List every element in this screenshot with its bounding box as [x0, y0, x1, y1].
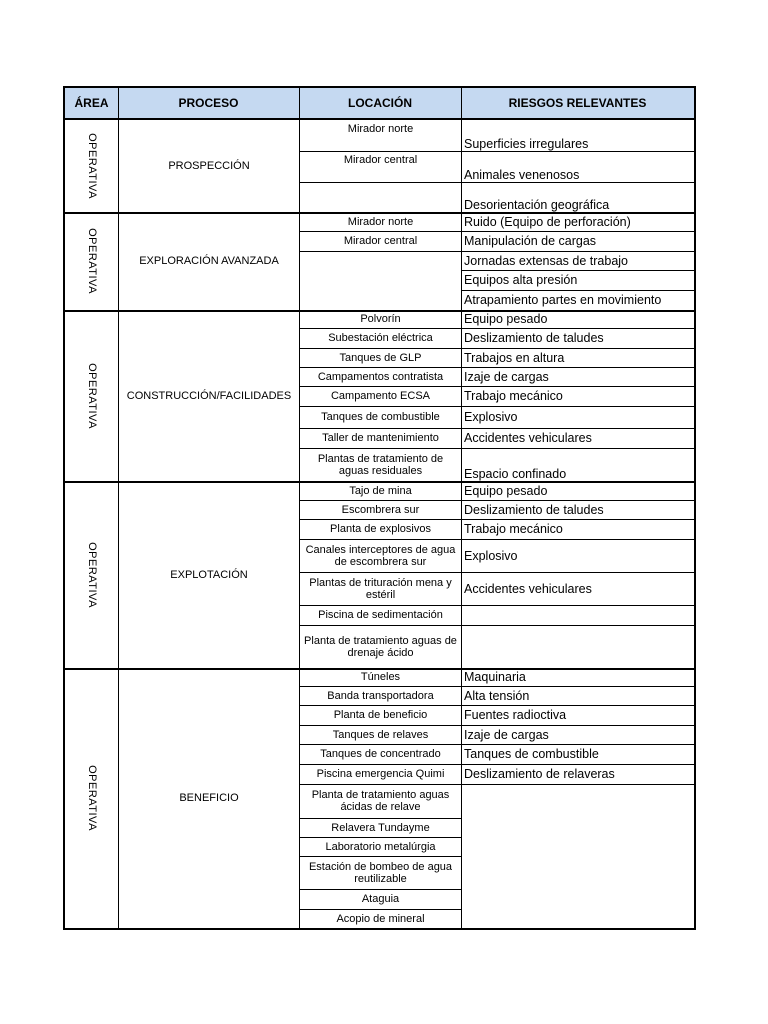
row-divider — [300, 386, 462, 387]
risk-cell: Equipo pesado — [464, 312, 548, 326]
risk-cell: Animales venenosos — [464, 168, 580, 182]
location-cell: Polvorín — [360, 313, 401, 325]
header-riesgos: RIESGOS RELEVANTES — [461, 88, 694, 120]
row-divider — [462, 328, 694, 329]
location-cell: Planta de tratamiento aguas de drenaje ácido — [304, 634, 457, 659]
proceso-cell: BENEFICIO — [179, 792, 239, 804]
area-cell — [65, 668, 118, 928]
row-divider — [462, 705, 694, 706]
row-divider — [462, 151, 694, 152]
row-divider — [300, 231, 462, 232]
area-cell — [65, 120, 118, 212]
row-divider — [462, 519, 694, 520]
risk-cell: Trabajo mecánico — [464, 522, 563, 536]
location-cell: Planta de explosivos — [330, 523, 431, 535]
risk-cell: Izaje de cargas — [464, 369, 549, 384]
row-divider — [300, 818, 462, 819]
row-divider — [300, 837, 462, 838]
risk-cell: Accidentes vehiculares — [464, 431, 592, 445]
header-proceso: PROCESO — [118, 88, 299, 120]
location-cell: Campamentos contratista — [317, 370, 444, 383]
risk-cell: Explosivo — [464, 548, 518, 563]
row-divider — [300, 889, 462, 890]
risk-cell: Desorientación geográfica — [464, 198, 610, 212]
row-divider — [65, 310, 694, 312]
location-cell: Plantas de trituración mena y estéril — [309, 576, 452, 601]
proceso-cell: EXPLORACIÓN AVANZADA — [139, 255, 279, 267]
row-divider — [462, 744, 694, 745]
row-divider — [300, 251, 462, 252]
risk-cell: Jornadas extensas de trabajo — [464, 253, 628, 268]
row-divider — [300, 151, 462, 152]
row-divider — [300, 539, 462, 540]
row-divider — [462, 686, 694, 687]
risk-cell — [462, 784, 694, 928]
row-divider — [300, 406, 462, 407]
location-cell: Ataguia — [361, 893, 400, 905]
location-cell: Laboratorio metalúrgia — [325, 840, 436, 853]
row-divider — [462, 448, 694, 449]
location-cell: Tanques de GLP — [339, 351, 422, 364]
location-cell: Mirador central — [343, 154, 418, 166]
risk-cell: Espacio confinado — [464, 467, 567, 481]
row-divider — [462, 605, 694, 606]
row-divider — [462, 386, 694, 387]
location-cell: Estación de bombeo de agua reutilizable — [308, 860, 453, 885]
row-divider — [300, 744, 462, 745]
row-divider — [300, 328, 462, 329]
row-divider — [462, 500, 694, 501]
row-divider — [300, 625, 462, 626]
header-area: ÁREA — [65, 88, 118, 120]
risk-cell: Equipos alta presión — [464, 273, 578, 287]
row-divider — [300, 348, 462, 349]
location-cell: Túneles — [360, 671, 401, 683]
location-cell: Piscina de sedimentación — [318, 609, 443, 621]
row-divider — [462, 539, 694, 540]
location-cell: Campamento ECSA — [330, 390, 431, 402]
area-label: OPERATIVA — [85, 133, 98, 199]
risk-cell: Atrapamiento partes en movimiento — [464, 293, 662, 307]
row-divider — [462, 182, 694, 183]
proceso-cell: PROSPECCIÓN — [168, 160, 250, 172]
row-divider — [300, 856, 462, 857]
risk-cell: Trabajos en altura — [464, 350, 565, 365]
row-divider — [300, 764, 462, 765]
row-divider — [300, 909, 462, 910]
risk-cell: Deslizamiento de relaveras — [464, 767, 615, 781]
area-label: OPERATIVA — [85, 228, 98, 294]
row-divider — [462, 348, 694, 349]
proceso-cell: CONSTRUCCIÓN/FACILIDADES — [126, 389, 292, 402]
row-divider — [300, 428, 462, 429]
row-divider — [462, 290, 694, 291]
row-divider — [65, 481, 694, 483]
row-divider — [300, 448, 462, 449]
risk-cell: Alta tensión — [464, 688, 530, 703]
proceso-cell: EXPLOTACIÓN — [170, 568, 248, 581]
location-cell: Mirador norte — [347, 215, 414, 228]
row-divider — [462, 625, 694, 626]
risk-cell: Ruido (Equipo de perforación) — [464, 214, 631, 229]
row-divider — [462, 406, 694, 407]
location-cell: Acopio de mineral — [336, 912, 425, 925]
location-cell: Subestación eléctrica — [328, 332, 433, 344]
location-cell: Escombrera sur — [341, 503, 420, 516]
row-divider — [65, 212, 694, 214]
row-divider — [300, 784, 462, 785]
row-divider — [300, 725, 462, 726]
row-divider — [462, 231, 694, 232]
risk-cell: Superficies irregulares — [464, 137, 589, 151]
area-cell — [65, 481, 118, 668]
area-label: OPERATIVA — [85, 541, 98, 608]
row-divider — [300, 605, 462, 606]
location-cell: Banda transportadora — [327, 689, 434, 702]
row-divider — [462, 367, 694, 368]
location-cell: Planta de tratamiento aguas ácidas de relave — [311, 789, 450, 813]
location-cell: Canales interceptores de agua de escombrera sur — [305, 543, 456, 568]
risk-cell: Tanques de combustible — [464, 747, 599, 761]
risk-table — [63, 86, 696, 930]
row-divider — [300, 367, 462, 368]
location-cell: Tanques de concentrado — [320, 748, 441, 760]
row-divider — [462, 428, 694, 429]
row-divider — [300, 705, 462, 706]
risk-cell: Explosivo — [464, 410, 518, 424]
row-divider — [462, 784, 694, 785]
risk-cell: Maquinaria — [464, 670, 526, 684]
row-divider — [462, 764, 694, 765]
area-cell — [65, 212, 118, 310]
location-cell: Taller de mantenimiento — [322, 432, 439, 444]
risk-cell: Fuentes radioctiva — [464, 708, 567, 722]
location-cell — [300, 251, 461, 310]
risk-cell: Trabajo mecánico — [464, 389, 563, 403]
risk-cell — [462, 625, 694, 668]
location-cell: Mirador norte — [347, 123, 414, 135]
row-divider — [300, 686, 462, 687]
row-divider — [462, 270, 694, 271]
location-cell: Piscina emergencia Quimi — [316, 768, 445, 780]
row-divider — [462, 251, 694, 252]
header-locacion: LOCACIÓN — [299, 88, 461, 120]
area-cell — [65, 310, 118, 481]
risk-cell: Manipulación de cargas — [464, 234, 597, 248]
area-label: OPERATIVA — [85, 765, 98, 831]
row-divider — [65, 668, 694, 670]
row-divider — [300, 500, 462, 501]
risk-cell: Izaje de cargas — [464, 727, 549, 742]
row-divider — [300, 519, 462, 520]
area-label: OPERATIVA — [85, 362, 98, 429]
location-cell: Tanques de relaves — [332, 728, 429, 741]
location-cell: Plantas de tratamiento de aguas residuales — [317, 452, 444, 477]
row-divider — [300, 182, 462, 183]
location-cell: Tajo de mina — [349, 484, 412, 497]
risk-cell: Deslizamiento de taludes — [464, 502, 604, 517]
row-divider — [462, 572, 694, 573]
location-cell: Planta de beneficio — [333, 709, 428, 721]
risk-cell: Equipo pesado — [464, 483, 548, 498]
row-divider — [462, 725, 694, 726]
location-cell: Relavera Tundayme — [331, 821, 430, 834]
row-divider — [300, 572, 462, 573]
location-cell: Tanques de combustible — [321, 411, 440, 423]
risk-cell: Deslizamiento de taludes — [464, 331, 604, 345]
risk-cell: Accidentes vehiculares — [464, 581, 592, 596]
risk-cell — [462, 605, 694, 625]
location-cell — [300, 182, 461, 212]
location-cell: Mirador central — [343, 235, 418, 247]
